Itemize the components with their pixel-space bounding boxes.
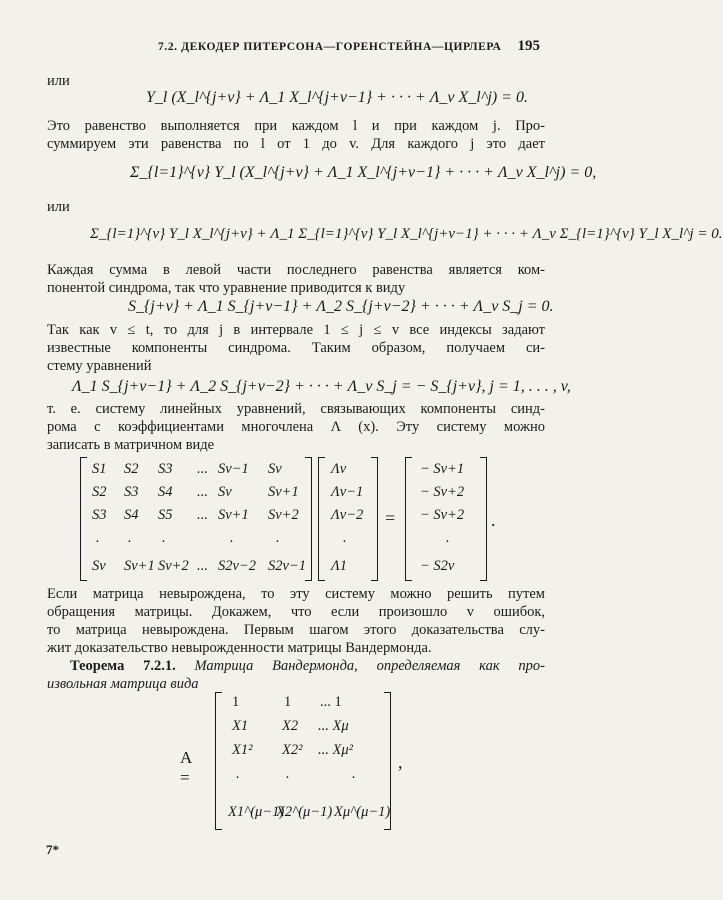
text-line: понентой синдрома, так что уравнение приводится к виду xyxy=(47,280,406,296)
left-bracket xyxy=(215,692,222,830)
text-line: или xyxy=(47,73,70,89)
text-line: Если матрица невырождена, то эту систему можно решить путем xyxy=(47,586,545,602)
text-line: то матрица невырождена. Первым шагом этого доказательства слу- xyxy=(47,622,545,638)
matrix-cell: . xyxy=(236,766,240,782)
matrix-cell: S4 xyxy=(124,507,139,523)
matrix-cell: ... 1 xyxy=(320,694,342,710)
equals-sign: = xyxy=(385,508,396,528)
matrix-cell: 1 xyxy=(232,694,240,710)
matrix-cell: . xyxy=(352,766,356,782)
matrix-cell: S3 xyxy=(92,507,107,523)
matrix-cell: . xyxy=(162,530,166,546)
matrix-cell: ... xyxy=(197,507,208,523)
matrix-cell: ... Xμ xyxy=(318,718,349,734)
matrix-cell: Sv+2 xyxy=(268,507,299,523)
matrix-cell: S1 xyxy=(92,461,107,477)
text-line: стему уравнений xyxy=(47,358,152,374)
matrix-cell: X1² xyxy=(232,742,253,758)
text-line: жит доказательство невырожденности матрицы Вандермонда. xyxy=(47,640,432,656)
theorem-label: Теорема 7.2.1. xyxy=(70,658,176,674)
text-line: суммируем эти равенства по l от 1 до v. Для каждого j это дает xyxy=(47,136,545,152)
matrix-cell: Sv+1 xyxy=(268,484,299,500)
matrix-cell: ... xyxy=(197,461,208,477)
matrix-cell: Sv xyxy=(268,461,282,477)
equation-5: Λ_1 S_{j+v−1} + Λ_2 S_{j+v−2} + · · · + Λ_v S_j = − S_{j+v}, j = 1, . . . , v, xyxy=(72,378,571,395)
matrix-cell: 1 xyxy=(284,694,292,710)
vector-cell: − Sv+2 xyxy=(420,507,465,523)
header-title: 7.2. ДЕКОДЕР ПИТЕРСОНА—ГОРЕНСТЕЙНА—ЦИРЛЕРА xyxy=(158,41,502,53)
text-line: рома с коэффициентами многочлена Λ (x). Эту систему можно xyxy=(47,419,545,435)
text-line: обращения матрицы. Докажем, что если произошло v ошибок, xyxy=(47,604,545,620)
left-bracket xyxy=(318,457,325,581)
matrix-cell: . xyxy=(128,530,132,546)
text-line: Каждая сумма в левой части последнего равенства является ком- xyxy=(47,262,545,278)
theorem-text: Матрица Вандермонда, определяемая как про- xyxy=(194,658,545,674)
matrix-cell: Sv xyxy=(92,558,106,574)
vector-cell: Λv xyxy=(331,461,347,477)
matrix-cell: X1 xyxy=(232,718,249,734)
matrix-cell: S2v−2 xyxy=(218,558,256,574)
matrix-label: A = xyxy=(180,748,192,787)
matrix-cell: S4 xyxy=(158,484,173,500)
matrix-cell: Sv+1 xyxy=(124,558,155,574)
text-line: записать в матричном виде xyxy=(47,437,215,453)
matrix-cell: S5 xyxy=(158,507,173,523)
matrix-cell: ... xyxy=(197,558,208,574)
matrix-cell: X2² xyxy=(282,742,303,758)
matrix-cell: X1^(μ−1) xyxy=(228,804,285,820)
vector-cell: − Sv+1 xyxy=(420,461,465,477)
matrix-cell: S3 xyxy=(124,484,139,500)
matrix-cell: . xyxy=(230,530,234,546)
vector-cell: Λv−2 xyxy=(331,507,364,523)
theorem-line: извольная матрица вида xyxy=(47,676,199,692)
matrix-cell: . xyxy=(276,530,280,546)
matrix-cell: X2^(μ−1) xyxy=(276,804,333,820)
equation-3: Σ_{l=1}^{v} Y_l X_l^{j+v} + Λ_1 Σ_{l=1}^{v} Y_l X_l^{j+v−1} + · · · + Λ_v Σ_{l=1}^{v} Y_l X_l^j = 0. xyxy=(90,226,723,242)
running-header xyxy=(158,38,540,55)
text-line: Так как v ≤ t, то для j в интервале 1 ≤ j ≤ v все индексы задают xyxy=(47,322,545,338)
comma-mark: , xyxy=(398,752,403,772)
matrix-cell: S3 xyxy=(158,461,173,477)
matrix-cell: S2 xyxy=(92,484,107,500)
text-line: известные компоненты синдрома. Таким образом, получаем си- xyxy=(47,340,545,356)
vector-cell: − Sv+2 xyxy=(420,484,465,500)
vector-cell: Λv−1 xyxy=(331,484,364,500)
footer-mark: 7* xyxy=(46,842,59,857)
matrix-cell: S2 xyxy=(124,461,139,477)
matrix-cell: Sv+2 xyxy=(158,558,189,574)
right-bracket xyxy=(480,457,487,581)
vector-cell: . xyxy=(343,530,347,546)
equation-2: Σ_{l=1}^{v} Y_l (X_l^{j+v} + Λ_1 X_l^{j+v−1} + · · · + Λ_v X_l^j) = 0, xyxy=(130,164,597,181)
equation-1: Y_l (X_l^{j+v} + Λ_1 X_l^{j+v−1} + · · · + Λ_v X_l^j) = 0. xyxy=(146,89,529,106)
matrix-cell: X2 xyxy=(282,718,299,734)
matrix-cell: S2v−1 xyxy=(268,558,306,574)
right-bracket xyxy=(305,457,312,581)
matrix-cell: Xμ^(μ−1) xyxy=(334,804,391,820)
matrix-cell: Sv+1 xyxy=(218,507,249,523)
matrix-cell: . xyxy=(286,766,290,782)
matrix-cell: ... Xμ² xyxy=(318,742,353,758)
text-line: т. е. систему линейных уравнений, связывающих компоненты синд- xyxy=(47,401,545,417)
period-mark: . xyxy=(491,510,496,530)
left-bracket xyxy=(80,457,87,581)
matrix-cell: ... xyxy=(197,484,208,500)
matrix-cell: Sv−1 xyxy=(218,461,249,477)
theorem-line xyxy=(70,658,545,675)
equation-4: S_{j+v} + Λ_1 S_{j+v−1} + Λ_2 S_{j+v−2} + · · · + Λ_v S_j = 0. xyxy=(128,298,554,315)
matrix-cell: . xyxy=(96,530,100,546)
vector-cell: Λ1 xyxy=(331,558,348,574)
text-line: Это равенство выполняется при каждом l и при каждом j. Про- xyxy=(47,118,545,134)
right-bracket xyxy=(371,457,378,581)
text-line: или xyxy=(47,199,70,215)
left-bracket xyxy=(405,457,412,581)
vector-cell: − S2v xyxy=(420,558,455,574)
vector-cell: . xyxy=(446,530,450,546)
matrix-cell: Sv xyxy=(218,484,232,500)
page-number: 195 xyxy=(517,38,540,54)
